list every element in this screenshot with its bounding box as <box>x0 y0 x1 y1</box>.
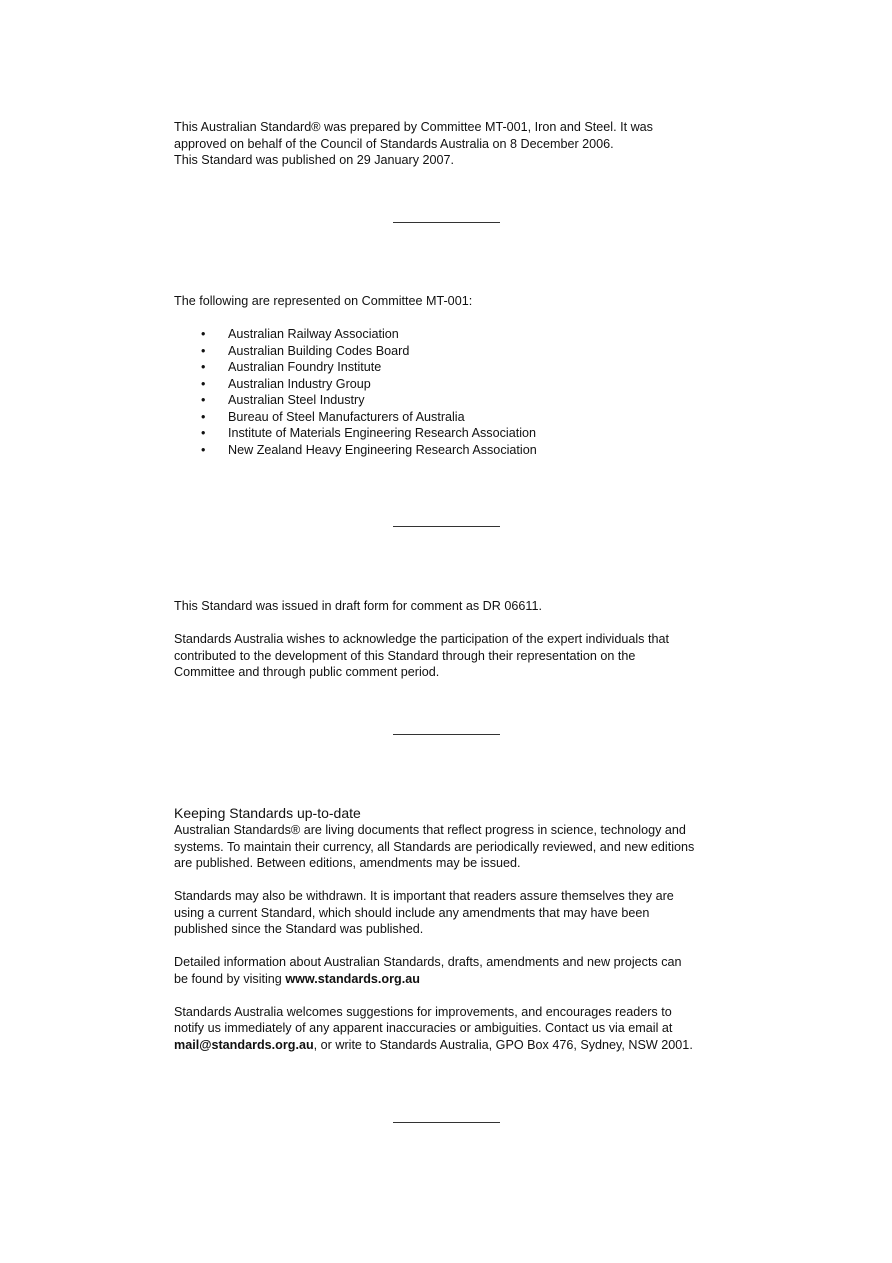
preparation-notice <box>174 119 734 169</box>
member-name: Australian Industry Group <box>228 376 371 391</box>
bullet-icon: • <box>201 393 206 407</box>
preparation-line-1: This Australian Standard® was prepared by Committee MT-001, Iron and Steel. It was <box>174 120 653 134</box>
preparation-line-2: approved on behalf of the Council of Standards Australia on 8 December 2006. <box>174 136 614 151</box>
section-divider-4 <box>393 1122 500 1123</box>
bullet-icon: • <box>201 409 206 424</box>
paragraph-2-line-2: using a current Standard, which should include any amendments that may have been <box>174 905 650 920</box>
email-link[interactable]: mail@standards.org.au <box>174 1037 314 1052</box>
section-divider-2 <box>393 526 500 527</box>
acknowledgement-line-1: Standards Australia wishes to acknowledge the participation of the expert individuals that <box>174 632 669 646</box>
spacer <box>174 872 734 889</box>
bullet-icon: • <box>201 426 206 440</box>
member-name: Australian Railway Association <box>228 327 399 341</box>
paragraph-4-line-1: Standards Australia welcomes suggestions for improvements, and encourages readers to <box>174 1004 672 1019</box>
spacer <box>174 615 734 632</box>
bullet-icon: • <box>201 376 206 391</box>
list-item <box>174 409 734 426</box>
paragraph-1-line-2: systems. To maintain their currency, all Standards are periodically reviewed, and new editions <box>174 839 695 854</box>
paragraph-3-prefix: be found by visiting <box>174 971 286 986</box>
member-name: Australian Building Codes Board <box>228 343 410 358</box>
list-item <box>174 442 734 459</box>
spacer <box>174 987 734 1004</box>
section-divider-3 <box>393 734 500 735</box>
list-item <box>174 343 734 360</box>
draft-notice: This Standard was issued in draft form for comment as DR 06611. <box>174 599 542 613</box>
committee-representation <box>174 293 734 458</box>
committee-member-list <box>174 326 734 458</box>
keeping-standards-section <box>174 804 734 1053</box>
list-item <box>174 376 734 393</box>
list-item <box>174 392 734 409</box>
acknowledgement-line-2: contributed to the development of this Standard through their representation on the <box>174 648 636 663</box>
member-name: Institute of Materials Engineering Research Association <box>228 426 537 440</box>
spacer <box>174 310 734 327</box>
committee-intro: The following are represented on Committee MT-001: <box>174 294 473 308</box>
paragraph-4-suffix: , or write to Standards Australia, GPO Box 476, Sydney, NSW 2001. <box>313 1037 693 1052</box>
draft-acknowledgement <box>174 598 734 681</box>
bullet-icon: • <box>201 343 206 358</box>
paragraph-1-line-3: are published. Between editions, amendments may be issued. <box>174 856 521 870</box>
paragraph-3-line-2 <box>174 971 734 988</box>
list-item <box>174 359 734 376</box>
bullet-icon: • <box>201 442 206 457</box>
acknowledgement-line-3: Committee and through public comment period. <box>174 665 440 679</box>
paragraph-2-line-1: Standards may also be withdrawn. It is important that readers assure themselves they are <box>174 889 674 903</box>
paragraph-2-line-3: published since the Standard was published. <box>174 922 424 936</box>
paragraph-4-line-2: notify us immediately of any apparent inaccuracies or ambiguities. Contact us via email at <box>174 1021 673 1035</box>
list-item <box>174 425 734 442</box>
paragraph-4-line-3 <box>174 1037 734 1054</box>
bullet-icon: • <box>201 360 206 374</box>
section-divider-1 <box>393 222 500 223</box>
bullet-icon: • <box>201 327 206 341</box>
member-name: Australian Steel Industry <box>228 393 365 407</box>
member-name: New Zealand Heavy Engineering Research Association <box>228 442 537 457</box>
publication-date-line: This Standard was published on 29 January 2007. <box>174 153 455 167</box>
paragraph-1-line-1: Australian Standards® are living documents that reflect progress in science, technology and <box>174 823 686 837</box>
paragraph-3-line-1: Detailed information about Australian Standards, drafts, amendments and new projects can <box>174 955 682 969</box>
member-name: Australian Foundry Institute <box>228 360 382 374</box>
list-item <box>174 326 734 343</box>
website-link[interactable]: www.standards.org.au <box>285 971 420 986</box>
spacer <box>174 938 734 955</box>
section-heading: Keeping Standards up-to-date <box>174 805 361 821</box>
member-name: Bureau of Steel Manufacturers of Australia <box>228 409 465 424</box>
